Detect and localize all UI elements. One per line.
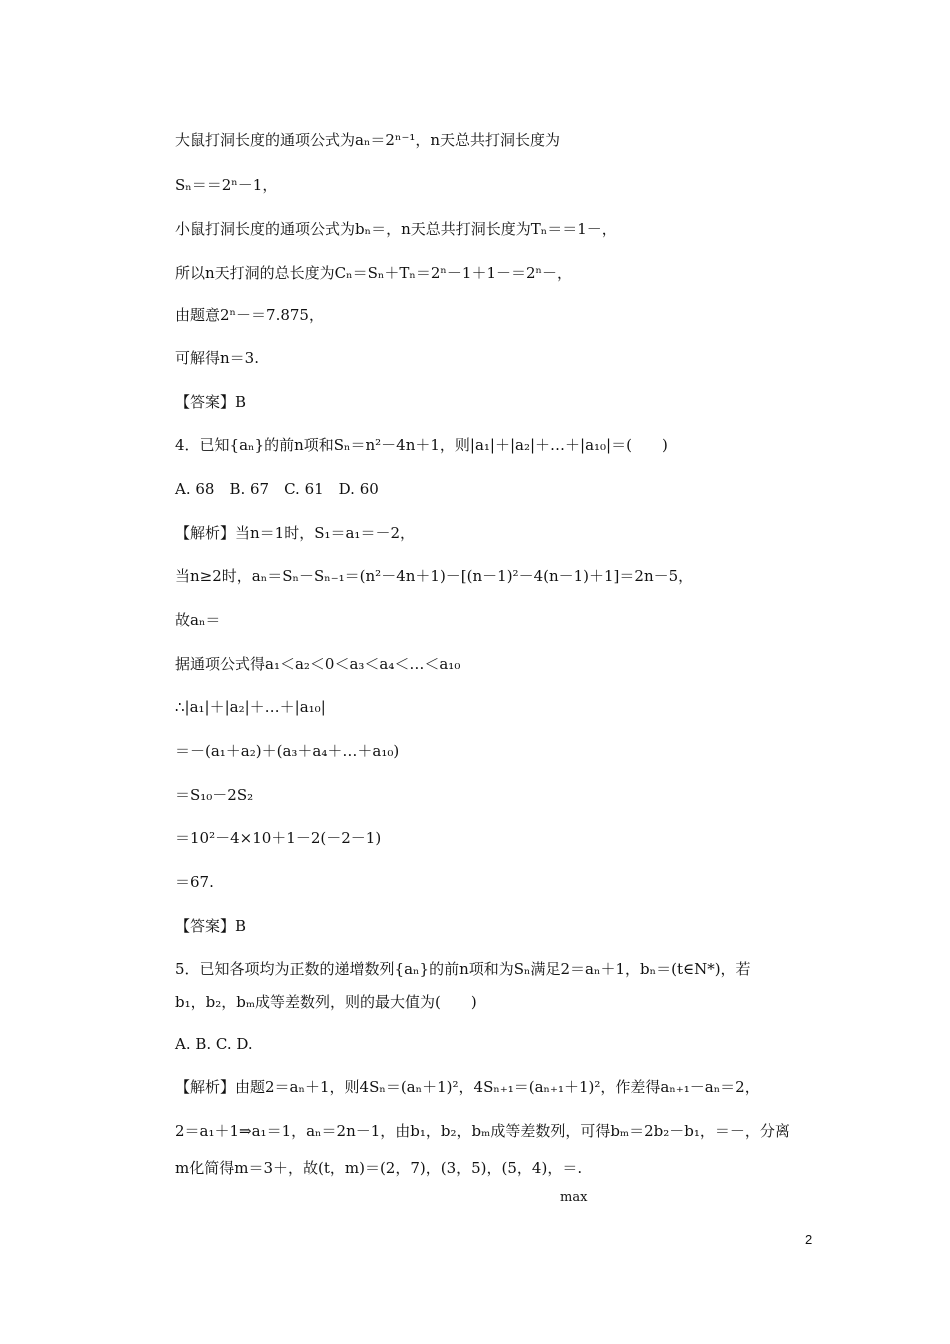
text-line: 大鼠打洞长度的通项公式为aₙ＝2ⁿ⁻¹，n天总共打洞长度为 (175, 131, 561, 149)
text-line: ＝－(a₁＋a₂)＋(a₃＋a₄＋…＋a₁₀) (175, 742, 400, 760)
text-line: ＝S₁₀－2S₂ (175, 786, 254, 804)
question-5: 5．已知各项均为正数的递增数列{aₙ}的前n项和为Sₙ满足2＝aₙ＋1，bₙ＝(t∈N*)，若 (175, 960, 751, 978)
max-subscript: max (560, 1190, 588, 1205)
text-line: 故aₙ＝ (175, 611, 221, 629)
text-line: Sₙ＝＝2ⁿ－1， (175, 176, 278, 194)
question-5-options: A. B. C. D. (175, 1035, 253, 1053)
answer-label: 【答案】B (175, 917, 247, 935)
analysis-label: 【解析】当n＝1时，S₁＝a₁＝－2， (175, 524, 415, 542)
text-line: 当n≥2时，aₙ＝Sₙ－Sₙ₋₁＝(n²－4n＋1)－[(n－1)²－4(n－1)＋1]＝2n－5， (175, 567, 694, 585)
question-4-options: A. 68 B. 67 C. 61 D. 60 (175, 480, 379, 498)
text-line: 小鼠打洞长度的通项公式为bₙ＝，n天总共打洞长度为Tₙ＝＝1－， (175, 220, 617, 238)
text-line: b₁，b₂，bₘ成等差数列，则的最大值为( ) (175, 993, 477, 1011)
text-line: ∴|a₁|＋|a₂|＋…＋|a₁₀| (175, 698, 326, 716)
text-line: 所以n天打洞的总长度为Cₙ＝Sₙ＋Tₙ＝2ⁿ－1＋1－＝2ⁿ－， (175, 264, 573, 282)
text-line: 2＝a₁＋1⇒a₁＝1，aₙ＝2n－1，由b₁，b₂，bₘ成等差数列，可得bₘ＝2b₂－b₁，＝－，分离 (175, 1122, 790, 1140)
text-line: 据通项公式得a₁＜a₂＜0＜a₃＜a₄＜…＜a₁₀ (175, 655, 461, 673)
question-4: 4．已知{aₙ}的前n项和Sₙ＝n²－4n＋1，则|a₁|＋|a₂|＋…＋|a₁₀|＝( ) (175, 436, 668, 454)
text-line: ＝67. (175, 873, 214, 891)
text-line: ＝10²－4×10＋1－2(－2－1) (175, 829, 382, 847)
text-line: m化简得m＝3＋，故(t，m)＝(2，7)，(3，5)，(5，4)，＝. (175, 1159, 583, 1177)
analysis-label: 【解析】由题2＝aₙ＋1，则4Sₙ＝(aₙ＋1)²，4Sₙ₊₁＝(aₙ₊₁＋1)²，作差得aₙ₊₁－aₙ＝2， (175, 1078, 760, 1096)
page-number: 2 (805, 1232, 813, 1247)
text-line: 可解得n＝3. (175, 349, 259, 367)
text-line: 由题意2ⁿ－＝7.875， (175, 306, 324, 324)
answer-label: 【答案】B (175, 393, 247, 411)
